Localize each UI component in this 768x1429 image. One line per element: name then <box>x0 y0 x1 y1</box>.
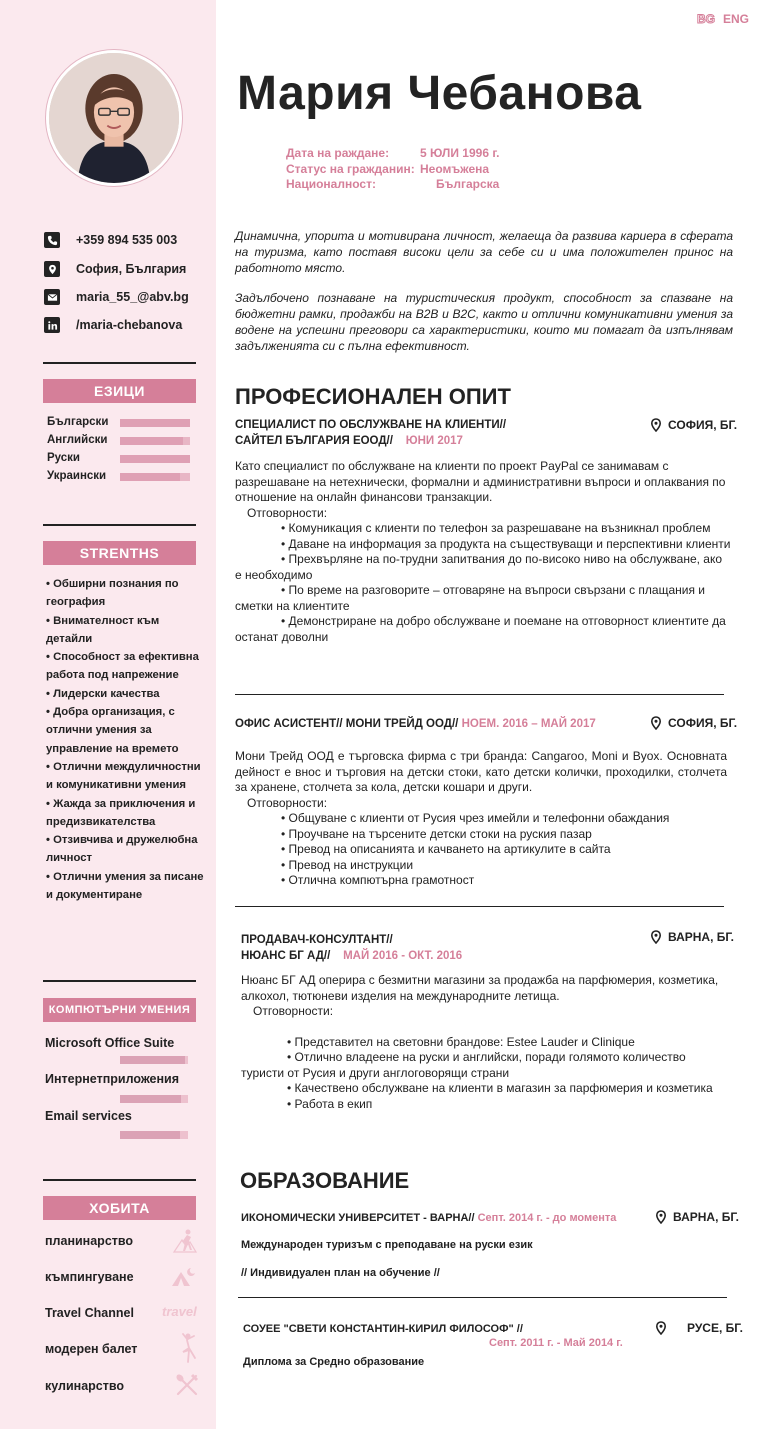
lang-bg-link[interactable]: BG <box>697 12 715 26</box>
language-name: Украински <box>47 470 107 482</box>
responsibilities-label: Отговорности: <box>253 1004 334 1018</box>
job-location-text: ВАРНА, БГ. <box>668 930 734 944</box>
education-title <box>241 1211 616 1227</box>
education-location <box>655 1321 743 1335</box>
strengths-list <box>46 575 206 904</box>
email-icon <box>44 289 60 305</box>
camping-icon <box>170 1264 196 1290</box>
responsibility-item: • Даване на информация за продукта на съществуващи и перспективни клиенти <box>281 536 731 551</box>
skill-level-fill <box>120 1056 185 1064</box>
summary-paragraph: Задълбочено познаване на туристическия продукт, способност за спазване на бюджетни рамки, продажби на B2B и B2C, както и отлични комуникативни умения за водене на успешни преговори са характеристики, които ми помагат да изпълнявам задълженията си с пълна ефективност. <box>235 291 733 353</box>
language-level-fill <box>120 473 180 481</box>
language-switch <box>697 12 757 26</box>
responsibility-item: • Отлична компютърна грамотност <box>281 873 475 887</box>
education-location-text: РУСЕ, БГ. <box>687 1321 743 1335</box>
education-location <box>655 1210 739 1224</box>
email-address: maria_55_@abv.bg <box>76 290 189 304</box>
job-title <box>235 418 506 449</box>
hobby-item: планинарство <box>45 1234 134 1248</box>
job-position: ОФИС АСИСТЕНТ// МОНИ ТРЕЙД ООД// <box>235 718 459 730</box>
job-company: САЙТЕЛ БЪЛГАРИЯ ЕООД// <box>235 434 393 447</box>
language-level-fill <box>120 437 183 445</box>
hobby-item: модерен балет <box>45 1342 138 1356</box>
computer-skills-heading: КОМПЮТЪРНИ УМЕНИЯ <box>43 998 196 1022</box>
strength-item: • Лидерски качества <box>46 687 160 700</box>
info-row <box>286 162 499 178</box>
job-position: ПРОДАВАЧ-КОНСУЛТАНТ// <box>241 934 393 946</box>
contact-phone[interactable] <box>44 231 216 249</box>
language-item <box>47 452 197 466</box>
responsibility-item: • По време на разговорите – отговаряне на въпроси свързани с плащания и сметки на клиентите <box>235 583 706 613</box>
school-name: СОУЕЕ "СВЕТИ КОНСТАНТИН-КИРИЛ ФИЛОСОФ" // <box>243 1323 523 1335</box>
job-location-text: СОФИЯ, БГ. <box>668 716 738 730</box>
lang-eng-link[interactable]: ENG <box>723 12 750 26</box>
skill-level-bar <box>120 1095 188 1103</box>
language-level-fill <box>120 419 190 427</box>
language-name: Български <box>47 416 109 428</box>
sidebar-divider <box>43 362 196 364</box>
job-location <box>650 716 737 730</box>
ballet-icon <box>175 1332 201 1364</box>
responsibility-item: • Превод на описанията и качването на артикулите в сайта <box>281 842 611 856</box>
page-title: Мария Чебанова <box>237 67 642 120</box>
language-item <box>47 416 197 430</box>
language-level-bar <box>120 455 190 463</box>
skill-name: Microsoft Office Suite <box>45 1036 175 1050</box>
location-pin-icon <box>650 716 662 730</box>
education-date: Септ. 2014 г. - до момента <box>477 1212 617 1224</box>
hobby-item: кулинарство <box>45 1379 125 1393</box>
education-location-text: ВАРНА, БГ. <box>673 1210 739 1224</box>
job-description-block <box>235 459 731 645</box>
strengths-heading: STRENTHS <box>43 541 196 565</box>
education-title <box>243 1322 523 1338</box>
strength-item: • Добра организация, с отлични умения за управление на времето <box>46 706 179 755</box>
languages-heading: ЕЗИЦИ <box>43 379 196 403</box>
responsibility-item: • Прехвърляне на по-трудни запитвания до по-високо ниво на обслужване, ако е необходимо <box>235 552 723 582</box>
travel-channel-icon: travel <box>162 1304 197 1319</box>
sidebar-divider <box>43 1179 196 1181</box>
sidebar-divider <box>43 980 196 982</box>
info-row <box>286 146 499 162</box>
language-level-bar <box>120 437 190 445</box>
job-company-line <box>241 949 462 965</box>
job-company: НЮАНС БГ АД// <box>241 949 331 962</box>
cooking-icon <box>174 1372 200 1398</box>
responsibility-item: • Общуване с клиенти от Русия чрез имейли и телефонни обаждания <box>281 811 670 825</box>
job-date: ЮНИ 2017 <box>405 434 463 447</box>
info-value: Българска <box>436 177 500 191</box>
phone-number: +359 894 535 003 <box>76 233 178 247</box>
responsibility-item: • Демонстриране на добро обслужване и поемане на отговорност клиентите да останат доволни <box>235 614 726 644</box>
strength-item: • Способност за ефективна работа под напрежение <box>46 651 199 682</box>
responsibility-item: • Отлично владеене на руски и английски, поради голямото количество туристи от Русия и други англоговорящи страни <box>241 1050 686 1080</box>
info-value: 5 ЮЛИ 1996 г. <box>420 146 500 160</box>
education-program: Международен туризъм с преподаване на руски език <box>241 1239 533 1251</box>
responsibilities-label: Отговорности: <box>247 795 328 810</box>
job-location <box>650 930 734 944</box>
job-description: Като специалист по обслужване на клиенти по проект PayPal се занимавам с разрешаване на нетехнически, формални и административни въпроси и оплаквания по отношение на онлайн финансови транзакции. <box>235 459 726 504</box>
skill-level-fill <box>120 1131 180 1139</box>
job-description: Нюанс БГ АД оперира с безмитни магазини за продажба на парфюмерия, козметика, алкохол, тютюневи изделия на международните летища. <box>241 973 719 1003</box>
education-plan: // Индивидуален план на обучение // <box>241 1267 440 1279</box>
strength-item: • Жажда за приключения и предизвикателства <box>46 797 196 828</box>
job-title <box>235 717 596 733</box>
responsibilities-label: Отговорности: <box>247 505 328 520</box>
strength-item: • Отлични междуличностни и комуникативни умения <box>46 760 201 792</box>
profile-summary <box>235 229 733 355</box>
experience-heading: ПРОФЕСИОНАЛЕН ОПИТ <box>235 384 511 409</box>
responsibility-item: • Комуникация с клиенти по телефон за разрешаване на възникнал проблем <box>281 521 711 535</box>
location-pin-icon <box>655 1321 667 1335</box>
info-label: Статус на гражданин: <box>286 161 415 176</box>
responsibility-item: • Проучване на търсените детски стоки на руския пазар <box>281 826 592 841</box>
sidebar-divider <box>43 524 196 526</box>
strength-item: • Обширни познания по география <box>46 578 179 609</box>
section-divider <box>235 694 724 695</box>
location-pin-icon <box>650 930 662 944</box>
hiking-icon <box>172 1228 198 1254</box>
linkedin-handle: /maria-chebanova <box>76 318 183 332</box>
summary-paragraph: Динамична, упорита и мотивирана личност, желаеща да развива кариера в сферата на туризма, като поставя високи цели за себе си и има положителен принос на работното място. <box>235 229 733 275</box>
job-description-block <box>241 973 721 1112</box>
skill-level-bar <box>120 1131 188 1139</box>
job-location-text: СОФИЯ, БГ. <box>668 418 738 432</box>
section-divider <box>235 906 724 907</box>
info-label: Дата на раждане: <box>286 146 390 160</box>
hobby-item: Travel Channel <box>45 1306 134 1320</box>
location-pin-icon <box>44 261 60 277</box>
info-label: Националност: <box>286 177 376 191</box>
language-name: Английски <box>47 434 108 446</box>
strength-item: • Отзивчива и дружелюбна личност <box>46 834 198 865</box>
profile-photo <box>46 50 182 186</box>
job-company-line <box>235 434 506 450</box>
responsibility-item: • Превод на инструкции <box>281 857 414 872</box>
strength-item: • Внимателност към детайли <box>46 614 160 645</box>
responsibility-item: • Качествено обслужване на клиенти в магазин за парфюмерия и козметика <box>287 1081 713 1095</box>
language-level-bar <box>120 419 190 427</box>
language-item <box>47 470 197 484</box>
language-item <box>47 434 197 448</box>
info-row <box>286 177 499 193</box>
hobbies-heading: ХОБИТА <box>43 1196 196 1220</box>
linkedin-icon <box>44 317 60 333</box>
education-diploma: Диплома за Средно образование <box>243 1356 425 1368</box>
job-date: МАЙ 2016 - ОКТ. 2016 <box>343 949 463 962</box>
skill-name: Интернетприложения <box>45 1072 179 1086</box>
location-pin-icon <box>655 1210 667 1224</box>
personal-info <box>286 146 499 193</box>
skill-name: Email services <box>45 1109 132 1123</box>
language-name: Руски <box>47 452 81 464</box>
responsibility-item: • Работа в екип <box>287 1096 373 1111</box>
contact-linkedin[interactable] <box>44 316 216 334</box>
education-heading: ОБРАЗОВАНИЕ <box>240 1168 410 1193</box>
contact-address <box>44 260 216 278</box>
contact-email[interactable] <box>44 288 216 306</box>
skill-level-bar <box>120 1056 188 1064</box>
location-pin-icon <box>650 418 662 432</box>
job-position-line <box>235 717 596 733</box>
language-level-bar <box>120 473 190 481</box>
strength-item: • Отлични умения за писане и документиране <box>46 870 204 902</box>
job-description-block <box>235 749 727 889</box>
skill-level-fill <box>120 1095 181 1103</box>
phone-icon <box>44 232 60 248</box>
responsibility-item: • Представител на световни брандове: Estee Lauder и Clinique <box>287 1034 635 1049</box>
job-location <box>650 418 737 432</box>
info-value: Неомъжена <box>420 161 490 176</box>
job-position: СПЕЦИАЛИСТ ПО ОБСЛУЖВАНЕ НА КЛИЕНТИ// <box>235 419 507 431</box>
school-name: ИКОНОМИЧЕСКИ УНИВЕРСИТЕТ - ВАРНА// <box>241 1212 475 1224</box>
hobby-item: къмпингуване <box>45 1270 134 1284</box>
job-title <box>241 933 462 964</box>
job-date: НОЕМ. 2016 – МАЙ 2017 <box>461 718 596 730</box>
section-divider <box>238 1297 727 1298</box>
language-level-fill <box>120 455 190 463</box>
education-date: Септ. 2011 г. - Май 2014 г. <box>489 1337 623 1349</box>
job-description: Мони Трейд ООД е търговска фирма с три бранда: Cangaroo, Moni и Byox. Основната дейност е внос и търговия на детски стоки, като детски колички, проходилки, столчета за хранене, столчета за кола, детски кошари и други. <box>235 749 727 794</box>
address: София, България <box>76 262 187 276</box>
